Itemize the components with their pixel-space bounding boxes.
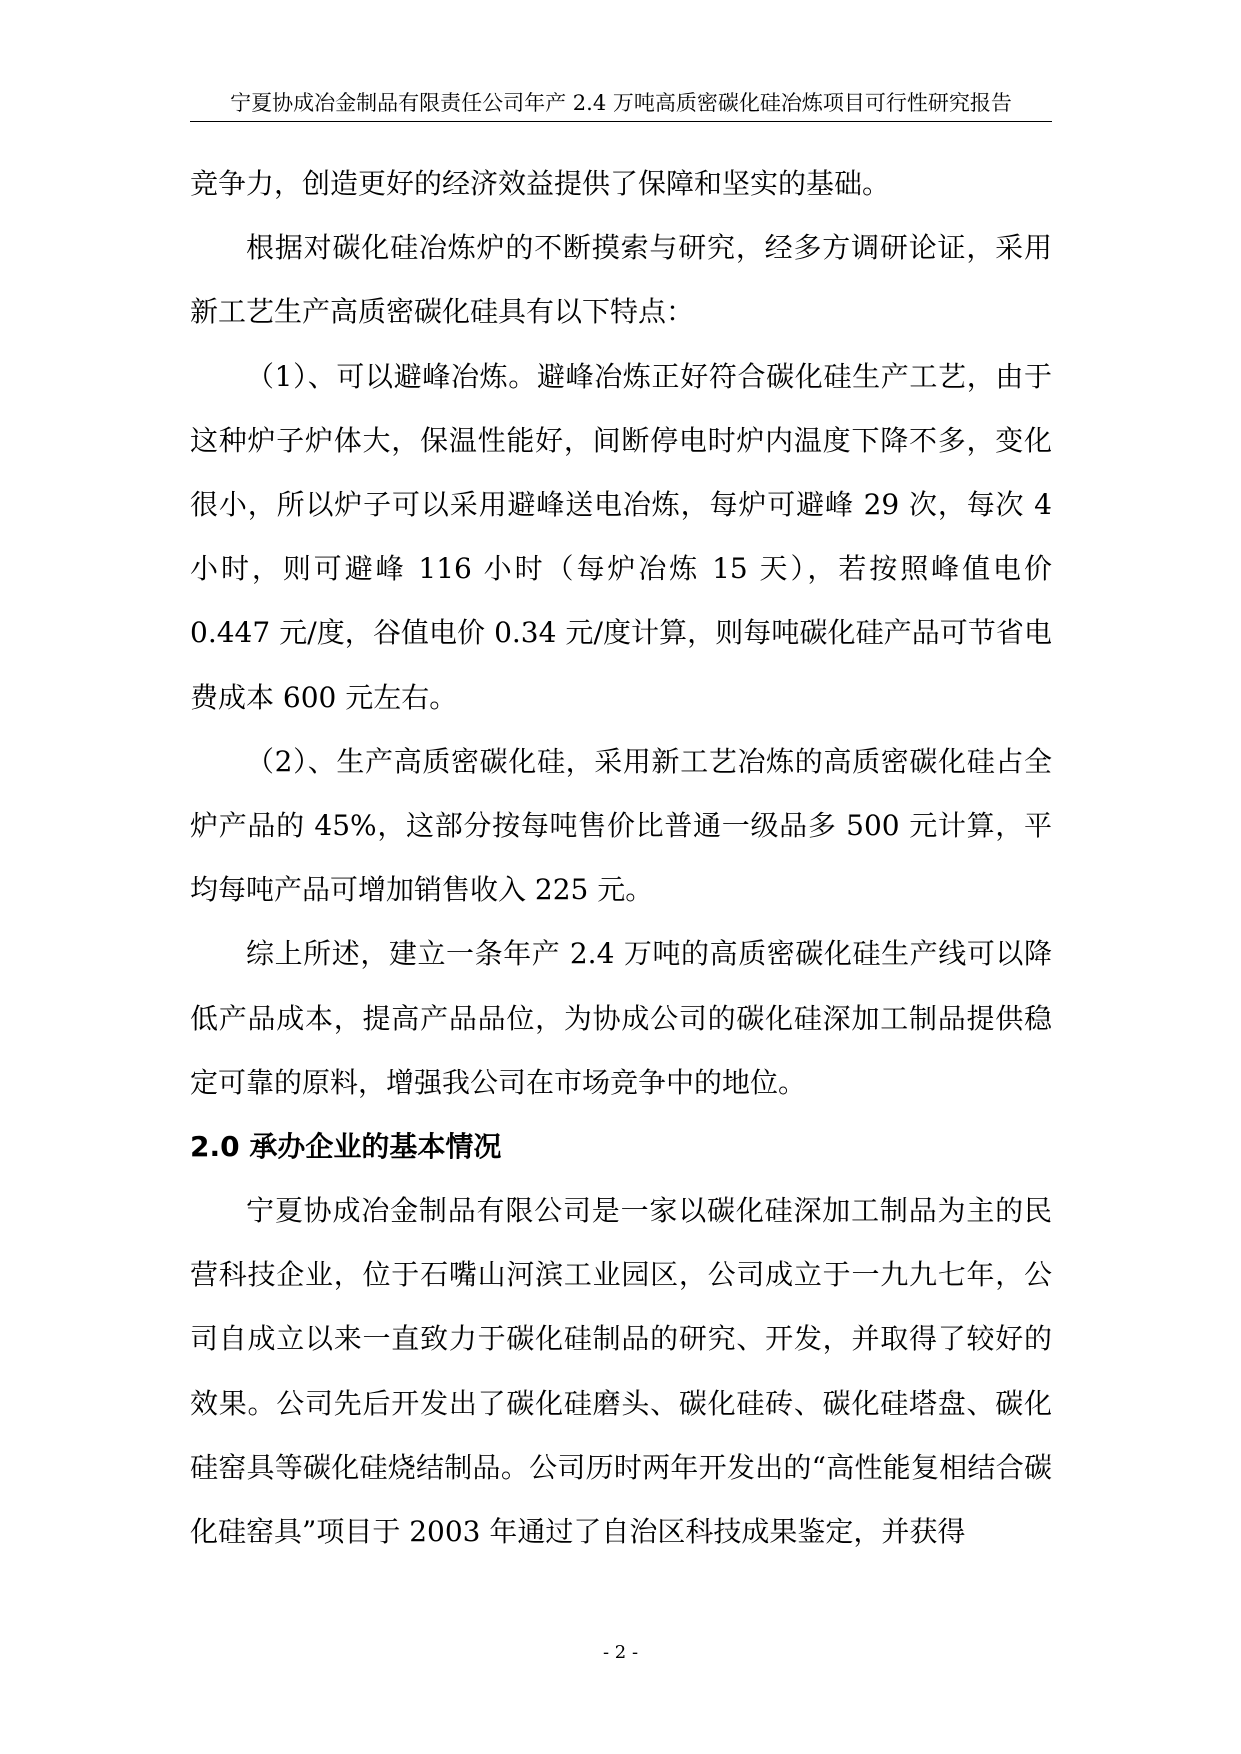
page-header: 宁夏协成冶金制品有限责任公司年产 2.4 万吨高质密碳化硅冶炼项目可行性研究报告 xyxy=(230,91,1012,115)
section-heading: 2.0 承办企业的基本情况 xyxy=(190,1130,502,1164)
page-number: - 2 - xyxy=(602,1642,639,1663)
paragraph-continuation: 竞争力，创造更好的经济效益提供了保障和坚实的基础。 xyxy=(190,167,891,200)
paragraph-feature-1: （1）、可以避峰冶炼。避峰冶炼正好符合碳化硅生产工艺，由于这种炉子炉体大，保温性能好，间断停电时炉内温度下降不多，变化很小，所以炉子可以采用避峰送电冶炼，每炉可避峰 29 次，每次 4 小时，则可避峰 116 小时（每炉冶炼 15 天），若按照峰值电价 0.447 元/度，谷值电价 0.34 元/度计算，则每吨碳化硅产品可节省电费成本 600 元左右。 xyxy=(190,359,1052,714)
paragraph-summary: 综上所述，建立一条年产 2.4 万吨的高质密碳化硅生产线可以降低产品成本，提高产品品位，为协成公司的碳化硅深加工制品提供稳定可靠的原料，增强我公司在市场竞争中的地位。 xyxy=(190,937,1052,1099)
paragraph-features-intro: 根据对碳化硅冶炼炉的不断摸索与研究，经多方调研论证，采用新工艺生产高质密碳化硅具有以下特点： xyxy=(190,231,1052,329)
paragraph-company-intro: 宁夏协成冶金制品有限公司是一家以碳化硅深加工制品为主的民营科技企业，位于石嘴山河滨工业园区，公司成立于一九九七年，公司自成立以来一直致力于碳化硅制品的研究、开发，并取得了较好的效果。公司先后开发出了碳化硅磨头、碳化硅砖、碳化硅塔盘、碳化硅窑具等碳化硅烧结制品。公司历时两年开发出的“高性能复相结合碳化硅窑具”项目于 2003 年通过了自治区科技成果鉴定，并获得 xyxy=(190,1194,1052,1549)
header-divider xyxy=(190,121,1052,122)
paragraph-feature-2: （2）、生产高质密碳化硅，采用新工艺冶炼的高质密碳化硅占全炉产品的 45%，这部分按每吨售价比普通一级品多 500 元计算，平均每吨产品可增加销售收入 225 元。 xyxy=(190,744,1052,907)
document-body xyxy=(190,152,1052,1564)
